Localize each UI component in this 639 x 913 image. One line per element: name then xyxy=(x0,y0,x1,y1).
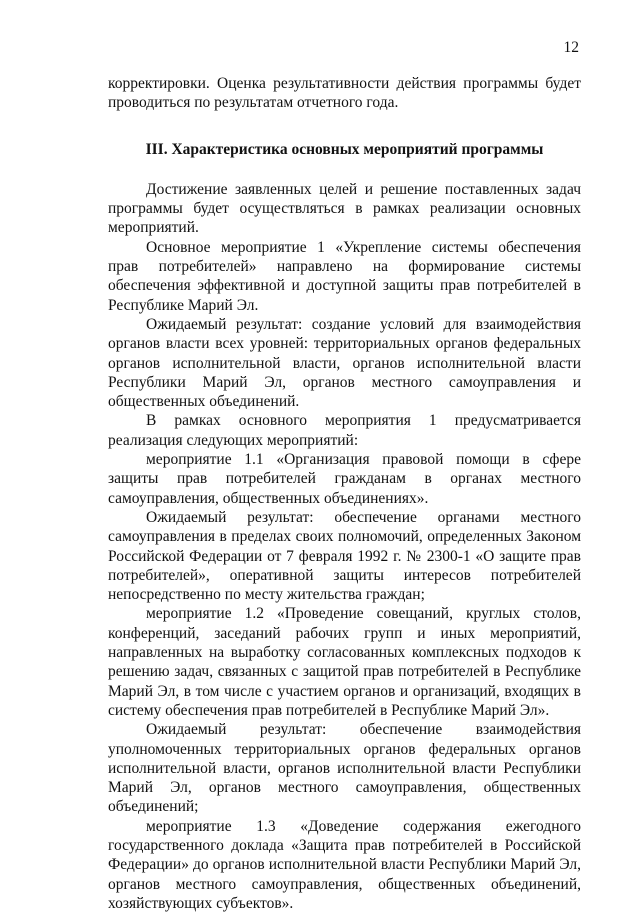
paragraph-goals: Достижение заявленных целей и решение поставленных задач программы будет осуществляться в рамках реализации основных мероприятий. xyxy=(108,180,581,237)
page-number: 12 xyxy=(563,39,579,56)
paragraph-expected-result-1-1: Ожидаемый результат: обеспечение органами местного самоуправления в пределах своих полномочий, определенных Законом Российской Федерации от 7 февраля 1992 г. № 2300-1 «О защите прав потребителей», оперативной защиты интересов потребителей непосредственно по месту жительства граждан; xyxy=(108,508,581,604)
paragraph-measure-1-3: мероприятие 1.3 «Доведение содержания ежегодного государственного доклада «Защита прав потребителей в Российской Федерации» до органов исполнительной власти Республики Марий Эл, органов местного самоуправления, общественных объединений, хозяйствующих субъектов». xyxy=(108,817,581,912)
paragraph-measure-1-1: мероприятие 1.1 «Организация правовой помощи в сфере защиты прав потребителей гражданам в органах местного самоуправления, общественных объединениях». xyxy=(108,451,581,507)
paragraph-measure-1-2: мероприятие 1.2 «Проведение совещаний, круглых столов, конференций, заседаний рабочих групп и иных мероприятий, направленных на выработку согласованных комплексных подходов к решению задач, связанных с защитой прав потребителей в Республике Марий Эл, в том числе с участием органов и организаций, входящих в систему обеспечения прав потребителей в Республике Марий Эл». xyxy=(108,605,581,719)
paragraph-measures-intro: В рамках основного мероприятия 1 предусматривается реализация следующих мероприятий: xyxy=(108,412,581,449)
document-body xyxy=(108,74,581,913)
paragraph-expected-result-1-2: Ожидаемый результат: обеспечение взаимодействия уполномоченных территориальных органов федеральных органов исполнительной власти, органов исполнительной власти Республики Марий Эл, органов местного самоуправления, общественных объединений; xyxy=(108,721,581,816)
paragraph-expected-result-1: Ожидаемый результат: создание условий для взаимодействия органов власти всех уровней: территориальных органов федеральных органов исполнительной власти, органов исполнительной власти Республики Марий Эл, органов местного самоуправления и общественных объединений. xyxy=(108,315,581,411)
section-heading: III. Характеристика основных мероприятий программы xyxy=(145,140,544,158)
paragraph-continuation: корректировки. Оценка результативности действия программы будет проводиться по результатам отчетного года. xyxy=(108,75,581,112)
paragraph-main-measure-1: Основное мероприятие 1 «Укрепление системы обеспечения прав потребителей» направлено на формирование системы обеспечения эффективной и доступной защиты прав потребителей в Республике Марий Эл. xyxy=(108,238,581,314)
